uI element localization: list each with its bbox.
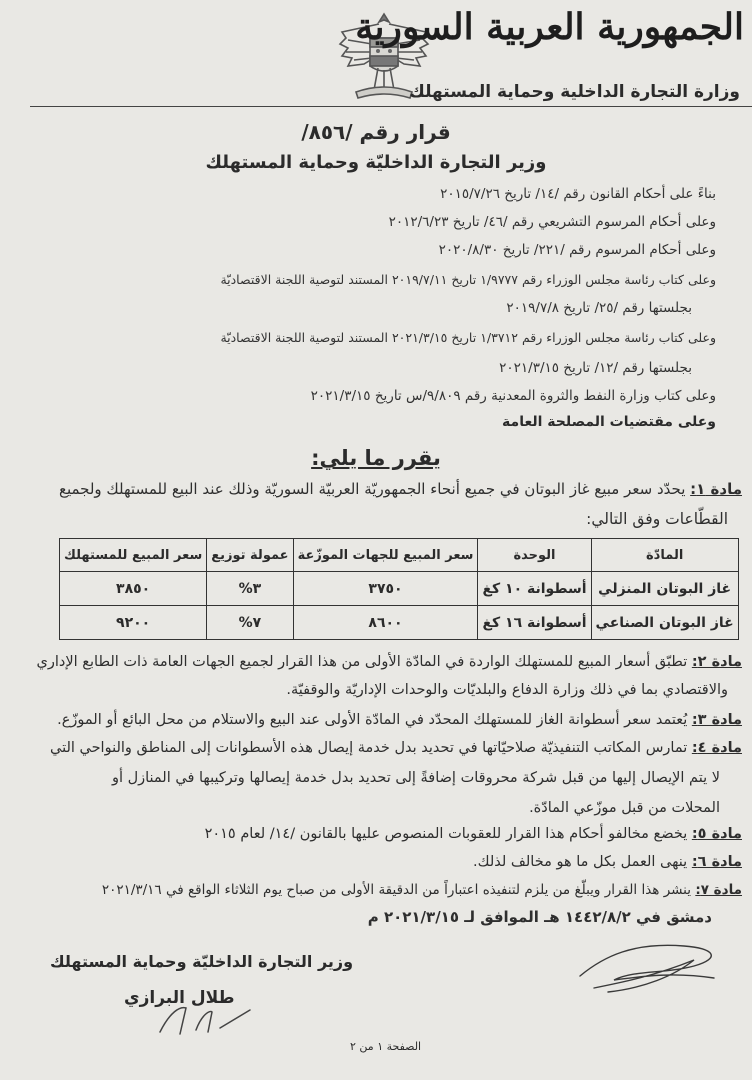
article-text: تمارس المكاتب التنفيذيّة صلاحيّاتها في تحديد بدل خدمة إيصال هذه الأسطوانات إلى المناطق والنواحي التي	[49, 740, 692, 756]
article-text: ينهى العمل بكل ما هو مخالف لذلك.	[472, 854, 692, 870]
handwritten-signature	[574, 936, 726, 998]
table-cell: ٣٨٥٠	[60, 572, 207, 606]
article-1	[59, 480, 742, 498]
table-cell: أسطوانة ١٦ كغ	[478, 606, 591, 640]
article-4-continuation: المحلات من قبل موزّعي المادّة.	[529, 800, 720, 816]
column-header: الوحدة	[478, 539, 591, 572]
column-header: عمولة توزيع	[207, 539, 293, 572]
preamble-line: وعلى كتاب رئاسة مجلس الوزراء رقم ١/٩٧٧٧ تاريخ ٢٠١٩/٧/١١ المستند لتوصية اللجنة الاقتصاديّة	[220, 272, 716, 287]
column-header: سعر المبيع للمستهلك	[60, 539, 207, 572]
article-1-continuation: القطّاعات وفق التالي:	[586, 510, 728, 528]
issue-date-line: دمشق في ١٤٤٢/٨/٢ هـ الموافق لـ ٢٠٢١/٣/١٥ م	[367, 908, 712, 926]
article-4-continuation: لا يتم الإيصال إليها من قبل شركة محروقات إضافةً إلى تحديد بدل خدمة إيصالها وتركيبها في المنازل أو	[111, 770, 720, 786]
decision-issuer: وزير التجارة الداخليّة وحماية المستهلك	[205, 152, 547, 173]
preamble-line: وعلى كتاب رئاسة مجلس الوزراء رقم ١/٣٧١٢ تاريخ ٢٠٢١/٣/١٥ المستند لتوصية اللجنة الاقتصاديّة	[220, 330, 716, 345]
ministry-header: وزارة التجارة الداخلية وحماية المستهلك	[409, 82, 740, 102]
preamble-line: وعلى كتاب وزارة النفط والثروة المعدنية رقم ٩/٨٠٩/س تاريخ ٢٠٢١/٣/١٥	[310, 388, 716, 404]
article-2-continuation: والاقتصادي بما في ذلك وزارة الدفاع والبلديّات والوحدات الإداريّة والوقفيّة.	[286, 682, 728, 698]
article-label: مادة ٥:	[691, 826, 742, 842]
article-text: يخضع مخالفو أحكام هذا القرار للعقوبات المنصوص عليها بالقانون /١٤/ لعام ٢٠١٥	[204, 826, 692, 842]
article-5	[205, 826, 742, 842]
column-header: المادّة	[591, 539, 738, 572]
signatory-name: طلال البرازي	[124, 988, 235, 1008]
decision-number: قرار رقم /٨٥٦/	[301, 120, 451, 144]
article-label: مادة ٧:	[695, 882, 742, 898]
column-header: سعر المبيع للجهات الموزّعة	[293, 539, 478, 572]
page-number: الصفحة ١ من ٢	[350, 1040, 422, 1053]
article-3	[57, 712, 742, 728]
table-row	[60, 572, 739, 606]
preamble-line: وعلى أحكام المرسوم رقم /٢٢١/ تاريخ ٢٠٢٠/٨/٣٠	[438, 242, 716, 258]
article-label: مادة ٤:	[691, 740, 742, 756]
article-label: مادة ٦:	[691, 854, 742, 870]
preamble-line: بناءً على أحكام القانون رقم /١٤/ تاريخ ٢٠١٥/٧/٢٦	[440, 186, 716, 202]
article-text: يُعتمد سعر أسطوانة الغاز للمستهلك المحدّد في المادّة الأولى عند البيع والاستلام من محل البائع أو الموزّع.	[57, 712, 692, 728]
article-text: يحدّد سعر مبيع غاز البوتان في جميع أنحاء الجمهوريّة العربيّة السوريّة وذلك عند البيع للمستهلك ولجميع	[58, 480, 691, 498]
article-label: مادة ٣:	[691, 712, 742, 728]
preamble-line: وعلى أحكام المرسوم التشريعي رقم /٤٦/ تاريخ ٢٠١٢/٦/٢٣	[388, 214, 716, 230]
article-6	[473, 854, 742, 870]
article-text: تطبّق أسعار المبيع للمستهلك الواردة في المادّة الأولى من هذا القرار لجميع الجهات العامة ذات الطابع الإداري	[36, 654, 692, 670]
republic-title: الجمهورية العربية السورية	[355, 6, 744, 48]
table-header-row	[60, 539, 739, 572]
table-cell: ٣%	[207, 572, 293, 606]
article-label: مادة ٢:	[691, 654, 742, 670]
article-2	[37, 654, 742, 670]
article-7	[102, 882, 742, 898]
table-row	[60, 606, 739, 640]
preamble-line: بجلستها رقم /٢٥/ تاريخ ٢٠١٩/٧/٨	[506, 300, 692, 316]
decides-heading: يقرر ما يلي:	[311, 446, 441, 470]
table-cell: ٩٢٠٠	[60, 606, 207, 640]
table-cell: أسطوانة ١٠ كغ	[478, 572, 591, 606]
article-text: ينشر هذا القرار ويبلّغ من يلزم لتنفيذه اعتباراً من الدقيقة الأولى من صباح يوم الثلاثاء الواقع في ٢٠٢١/٣/١٦	[101, 882, 696, 898]
table-cell: غاز البوتان المنزلي	[591, 572, 738, 606]
header-divider	[30, 106, 752, 107]
public-interest-clause: وعلى مقتضيات المصلحة العامة	[502, 414, 716, 430]
article-4	[50, 740, 742, 756]
gas-price-table	[59, 538, 739, 640]
table-cell: ٨٦٠٠	[293, 606, 478, 640]
initials-scribble	[150, 1002, 260, 1038]
preamble-line: بجلستها رقم /١٢/ تاريخ ٢٠٢١/٣/١٥	[499, 360, 692, 376]
signatory-title: وزير التجارة الداخليّة وحماية المستهلك	[50, 952, 354, 971]
article-label: مادة ١:	[690, 480, 742, 498]
table-cell: ٣٧٥٠	[293, 572, 478, 606]
table-cell: ٧%	[207, 606, 293, 640]
table-cell: غاز البوتان الصناعي	[591, 606, 738, 640]
